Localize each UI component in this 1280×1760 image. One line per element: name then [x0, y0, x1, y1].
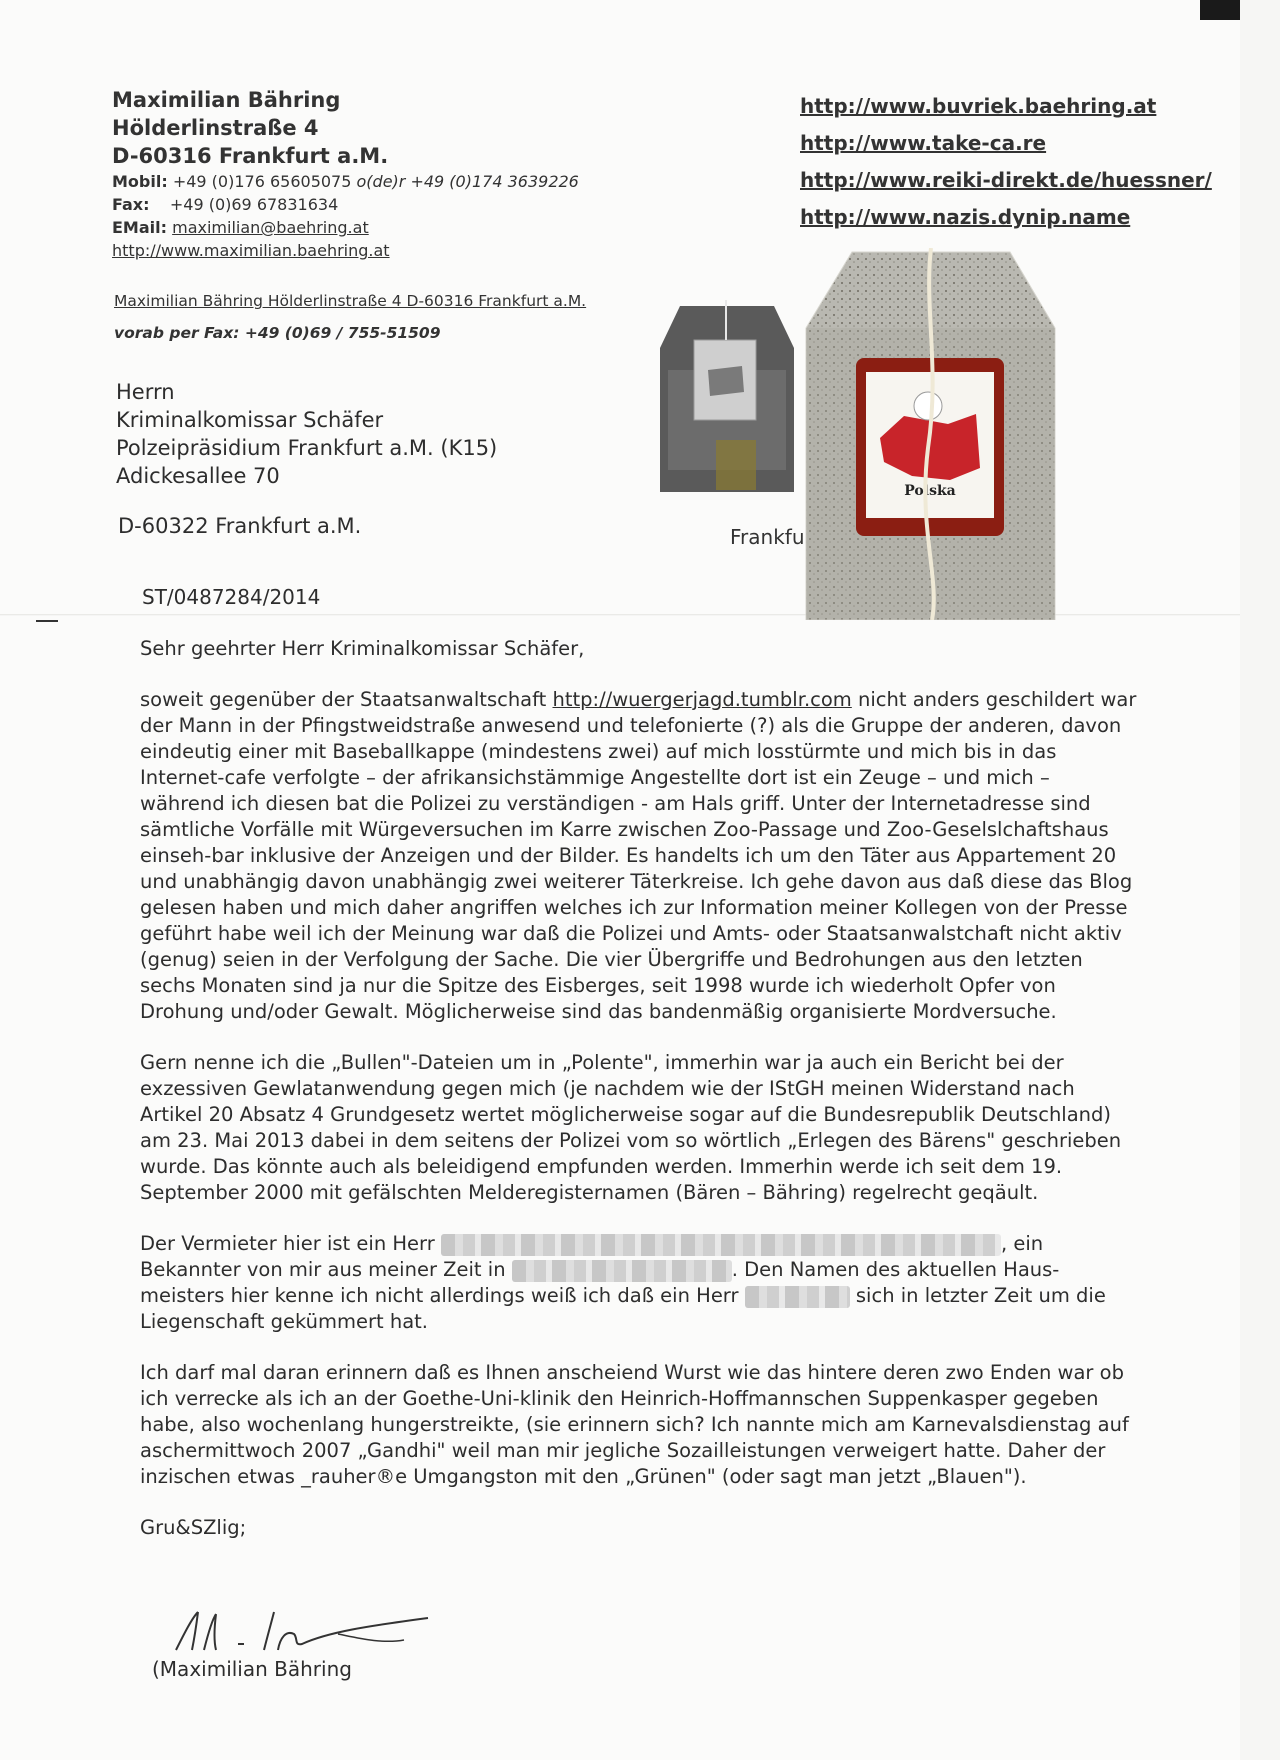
return-address: Maximilian Bähring Hölderlinstraße 4 D-60316 Frankfurt a.M. — [114, 292, 587, 310]
recipient-city: D-60322 Frankfurt a.M. — [118, 514, 362, 538]
recipient-name: Kriminalkomissar Schäfer — [116, 408, 384, 432]
paragraph-3-part-4: sich in letzter Zeit um die Liegenschaft gekümmert hat. — [140, 1284, 1106, 1333]
link-buvriek[interactable]: http://www.buvriek.baehring.at — [800, 94, 1157, 118]
redacted-place — [512, 1260, 732, 1282]
sender-email — [112, 216, 579, 239]
paragraph-1-intro: soweit gegenüber der Staatsanwaltschaft — [140, 688, 553, 711]
tumblr-link[interactable]: http://wuergerjagd.tumblr.com — [552, 688, 852, 711]
reference-number: ST/0487284/2014 — [142, 585, 321, 609]
email-link[interactable]: maximilian@baehring.at — [172, 218, 369, 237]
sender-name: Maximilian Bähring — [112, 88, 341, 112]
salutation: Sehr geehrter Herr Kriminalkomissar Schäfer, — [140, 637, 585, 660]
fold-mark — [36, 620, 58, 622]
mobil-label: Mobil: — [112, 172, 168, 191]
sender-mobil — [112, 170, 579, 193]
sender-website-link[interactable]: http://www.maximilian.baehring.at — [112, 241, 390, 260]
letter-body — [140, 636, 1140, 1566]
paragraph-4: Ich darf mal daran erinnern daß es Ihnen anscheiend Wurst wie das hintere deren zwo Enden war ob ich verrecke als ich an der Goethe-Uni-klinik den Heinrich-Hoffmannschen Suppenkasper gegeben habe, also wochenlang hungerstreikte, (sie erinnern sich? Ich nannte mich am Karnevalsdienstag auf aschermittwoch 2007 „Gandhi" weil man mir jegliche Sozailleistungen verweigert hatte. Daher der inzischen etwas _rauher®e Umgangston mit den „Grünen" (oder sagt man jetzt „Blauen"). — [140, 1361, 1129, 1488]
sender-city: D-60316 Frankfurt a.M. — [112, 144, 389, 168]
place-date: Frankfu — [730, 525, 805, 549]
mobil-or: o(de)r — [356, 172, 406, 191]
email-label: EMail: — [112, 218, 168, 237]
link-nazis-dynip[interactable]: http://www.nazis.dynip.name — [800, 205, 1131, 229]
paragraph-1 — [140, 687, 1140, 1025]
mobil-value-2: +49 (0)174 3639226 — [410, 172, 579, 191]
redacted-name — [441, 1234, 1001, 1256]
paragraph-1-text: nicht anders geschildert war der Mann in der Pfingstweidstraße anwesend und telefonierte (?) als die Gruppe der anderen, davon eindeutig einer mit Baseballkappe (mindestens zwei) auf mich losstürmte und mich bis in das Internet-cafe verfolgte – der afrikansichstämmige Angestellte dort ist ein Zeuge – und mich – während ich diesen bat die Polizei zu verständigen - am Hals griff. Unter der Internetadresse sind sämtliche Vorfälle mit Würgeversuchen im Karre zwischen Zoo-Passage und Zoo-Geselslchaftshaus einseh-bar inklusive der Anzeigen und der Bilder. Es handelts ich um den Täter aus Appartement 20 und unabhängig davon unabhängig zwei weiterer Täterkreise. Ich gehe davon aus daß diese das Blog gelesen haben und mich daher angriffen welches ich zur Information meiner Kollegen von der Presse geführt habe weil ich der Meinung war daß die Polizei und Amts- oder Staatsanwalstchaft nicht aktiv (genug) seien in der Verfolgung der Sache. Die vier Übergriffe und Bedrohungen aus den letzten sechs Monaten sind ja nur die Spitze des Eisberges, seit 1998 wurde ich wiederholt Opfer von Drohung und/oder Gewalt. Möglicherweise sind das bandenmäßig organisierte Mordversuche. — [140, 688, 1137, 1023]
mobil-value: +49 (0)176 65605075 — [172, 172, 352, 191]
sender-fax — [112, 193, 579, 216]
polska-label: Polska — [904, 483, 956, 499]
handwritten-signature — [168, 1604, 448, 1664]
paragraph-3-part-3: . Den Namen des aktuellen Haus-meisters hier kenne ich nicht allerdings weiß ich daß ein Herr — [140, 1258, 1060, 1307]
recipient-street: Adickesallee 70 — [116, 464, 280, 488]
fax-value: +49 (0)69 67831634 — [169, 195, 339, 214]
recipient-address — [116, 378, 497, 490]
link-list — [800, 88, 1212, 236]
teabag-photo-thumbnail — [658, 300, 796, 492]
paragraph-2: Gern nenne ich die „Bullen"-Dateien um in „Polente", immerhin war ja auch ein Bericht bei der exzessiven Gewlatanwendung gegen mich (je nachdem wie der IStGH meinen Widerstand nach Artikel 20 Absatz 4 Grundgesetz wertet möglicherweise sogar auf die Bundesrepublik Deutschland) am 23. Mai 2013 dabei in dem seitens der Polizei vom so wörtlich „Erlegen des Bärens" geschrieben wurde. Das könnte auch als beleidigend empfunden werden. Immerhin werde ich seit dem 19. September 2000 mit gefälschten Melderegisternamen (Bären – Bähring) regelrecht geqäult. — [140, 1051, 1122, 1204]
signature-name: (Maximilian Bähring — [152, 1657, 352, 1681]
fax-label: Fax: — [112, 195, 150, 214]
teabag-image — [800, 248, 1062, 620]
paragraph-3-part-1: Der Vermieter hier ist ein Herr — [140, 1232, 441, 1255]
closing: Gru&SZlig; — [140, 1516, 247, 1539]
link-take-care[interactable]: http://www.take-ca.re — [800, 131, 1047, 155]
paragraph-3 — [140, 1231, 1140, 1335]
recipient-salutation-line: Herrn — [116, 380, 175, 404]
recipient-office: Polzeipräsidium Frankfurt a.M. (K15) — [116, 436, 498, 460]
paragraph-3-part-2: , ein Bekannter von mir aus meiner Zeit in — [140, 1232, 1044, 1281]
sender-street: Hölderlinstraße 4 — [112, 116, 319, 140]
sender-block — [112, 86, 579, 262]
fax-notice: vorab per Fax: +49 (0)69 / 755-51509 — [114, 324, 441, 342]
link-reiki-direkt[interactable]: http://www.reiki-direkt.de/huessner/ — [800, 168, 1212, 192]
redacted-person — [745, 1286, 850, 1308]
scan-edge — [1200, 0, 1240, 20]
